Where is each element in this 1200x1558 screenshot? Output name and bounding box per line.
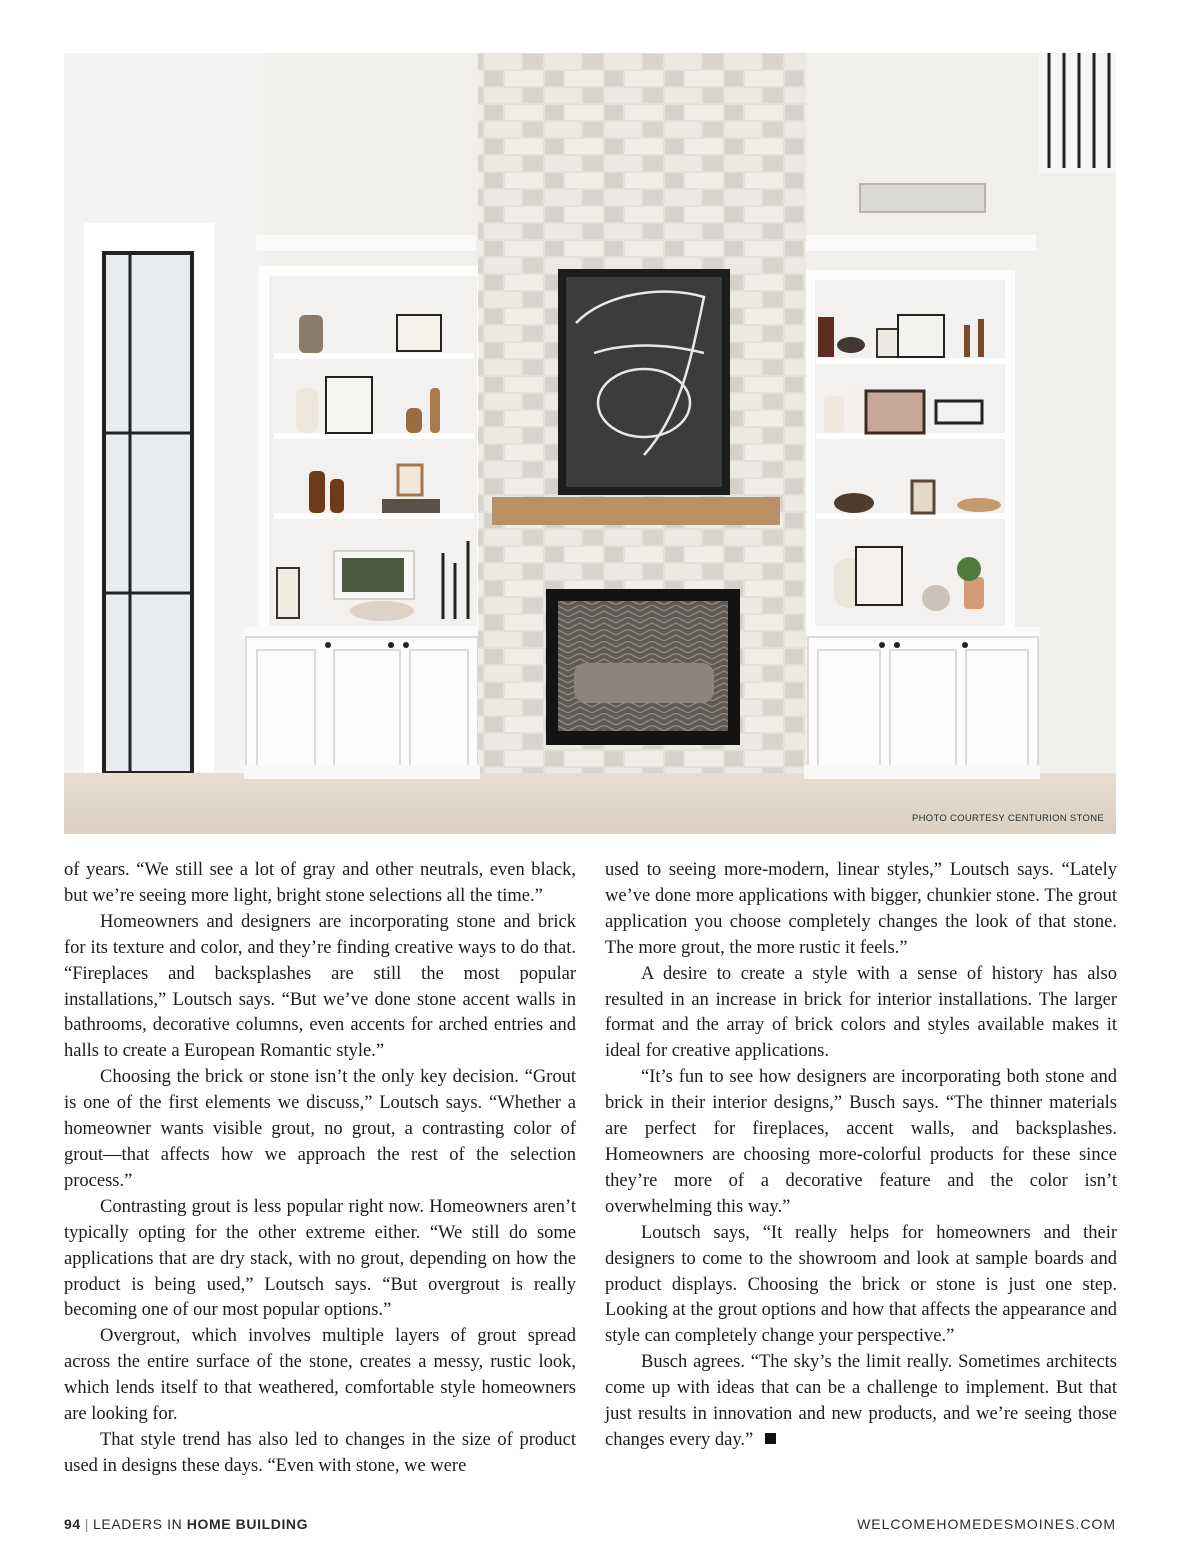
paragraph: of years. “We still see a lot of gray and other neutrals, even black, but we’re seeing more light, bright stone selections all the time.” bbox=[64, 860, 576, 906]
paragraph: Homeowners and designers are incorporating stone and brick for its texture and color, and they’re finding creative ways to do that. “Fireplaces and backsplashes are still the most popular installations,” Loutsch says. “But we’ve done stone accent walls in bathrooms, decorative columns, even accents for arched entries and halls to create a European Romantic style.” bbox=[64, 911, 576, 1062]
page-footer bbox=[64, 1516, 1116, 1536]
photo-credit: PHOTO COURTESY CENTURION STONE bbox=[912, 813, 1104, 824]
wood-mantel bbox=[492, 497, 780, 525]
left-built-in-shelves bbox=[264, 271, 482, 631]
wood-floor bbox=[64, 773, 1116, 834]
footer-folio bbox=[64, 1516, 308, 1532]
paragraph: Choosing the brick or stone isn’t the only key decision. “Grout is one of the first elements we discuss,” Loutsch says. “Whether a homeowner wants visible grout, no grout, a contrasting color of grout—that affects how we approach the rest of the selection process.” bbox=[64, 1067, 576, 1191]
final-paragraph bbox=[605, 1350, 1117, 1454]
left-cabinets bbox=[244, 627, 480, 787]
window bbox=[84, 223, 214, 803]
paragraph: used to seeing more-modern, linear styles,” Loutsch says. “Lately we’ve done more applications with bigger, chunkier stone. The grout application you choose completely changes the look of that stone. The more grout, the more rustic it feels.” bbox=[605, 860, 1117, 958]
paragraph: “It’s fun to see how designers are incorporating both stone and brick in their interior designs,” Busch says. “The thinner materials are perfect for fireplaces, accent walls, and backsplashes. Homeowners are choosing more-colorful products for these since they’re more of a decorative feature and the color isn’t overwhelming this way.” bbox=[605, 1067, 1117, 1217]
right-built-in-shelves bbox=[810, 275, 1010, 631]
air-vent bbox=[860, 184, 985, 212]
paragraph: That style trend has also led to changes in the size of product used in designs these days. “Even with stone, we were bbox=[64, 1429, 576, 1476]
stair-railing bbox=[1039, 53, 1116, 173]
end-of-article-mark bbox=[765, 1433, 776, 1444]
paragraph-text: Busch agrees. “The sky’s the limit really. Sometimes architects come up with ideas that can be a challenge to implement. But that just results in innovation and new products, and we’re seeing those changes every day.” bbox=[605, 1352, 1117, 1450]
abstract-artwork bbox=[558, 269, 730, 495]
publication-name: HOME BUILDING bbox=[186, 1516, 309, 1532]
right-cabinets bbox=[804, 627, 1040, 787]
paragraph: A desire to create a style with a sense of history has also resulted in an increase in brick for interior installations. The larger format and the array of brick colors and styles available makes it ideal for creative applications. bbox=[605, 963, 1117, 1062]
living-room-fireplace-illustration bbox=[64, 53, 1116, 834]
firebox bbox=[546, 589, 740, 745]
page-number: 94 bbox=[64, 1516, 81, 1532]
footer-separator: | bbox=[84, 1516, 90, 1532]
paragraph: Overgrout, which involves multiple layers of grout spread across the entire surface of the stone, creates a messy, rustic look, which lends itself to that weathered, comfortable style homeowners are looking for. bbox=[64, 1326, 576, 1425]
paragraph: Loutsch says, “It really helps for homeowners and their designers to come to the showroom and look at sample boards and product displays. Choosing the brick or stone is just one step. Looking at the grout options and how that affects the appearance and style can completely change your perspective.” bbox=[605, 1222, 1117, 1347]
footer-website: WELCOMEHOMEDESMOINES.COM bbox=[857, 1516, 1116, 1532]
article-column-left bbox=[64, 858, 576, 1480]
publication-prefix: LEADERS IN bbox=[93, 1516, 183, 1532]
feature-photo bbox=[64, 53, 1116, 834]
article-column-right bbox=[605, 858, 1117, 1454]
paragraph: Contrasting grout is less popular right now. Homeowners aren’t typically opting for the other extreme either. “We still do some applications that are dry stack, with no grout, depending on how the product is being used,” Loutsch says. “But overgrout is really becoming one of our most popular options.” bbox=[64, 1196, 576, 1321]
